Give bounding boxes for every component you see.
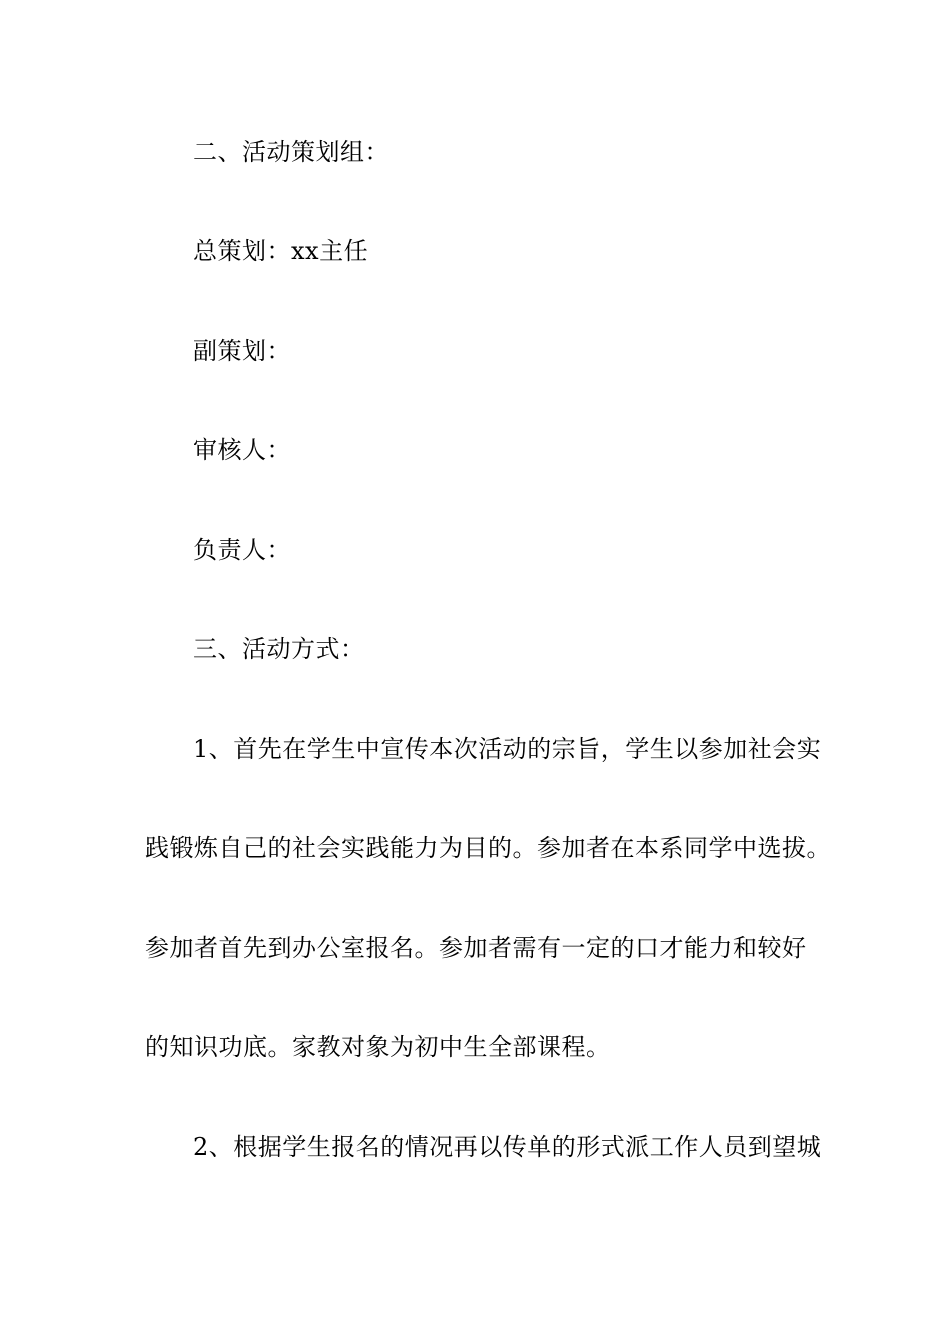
reviewer-line: 审核人： [193, 436, 291, 464]
responsible-person-line: 负责人： [193, 536, 291, 564]
paragraph-1-line-2: 践锻炼自己的社会实践能力为目的。参加者在本系同学中选拔。 [145, 834, 831, 862]
paragraph-1-line-1: 1、首先在学生中宣传本次活动的宗旨，学生以参加社会实 [193, 735, 822, 763]
paragraph-1-line-3: 参加者首先到办公室报名。参加者需有一定的口才能力和较好 [145, 934, 807, 962]
deputy-planner-line: 副策划： [193, 337, 291, 365]
heading-planning-group: 二、活动策划组： [193, 138, 389, 166]
paragraph-1-line-4: 的知识功底。家教对象为初中生全部课程。 [145, 1033, 611, 1061]
paragraph-2-line-1: 2、根据学生报名的情况再以传单的形式派工作人员到望城 [193, 1133, 822, 1161]
chief-planner-line: 总策划：xx主任 [193, 237, 369, 265]
heading-activity-method: 三、活动方式： [193, 635, 365, 663]
